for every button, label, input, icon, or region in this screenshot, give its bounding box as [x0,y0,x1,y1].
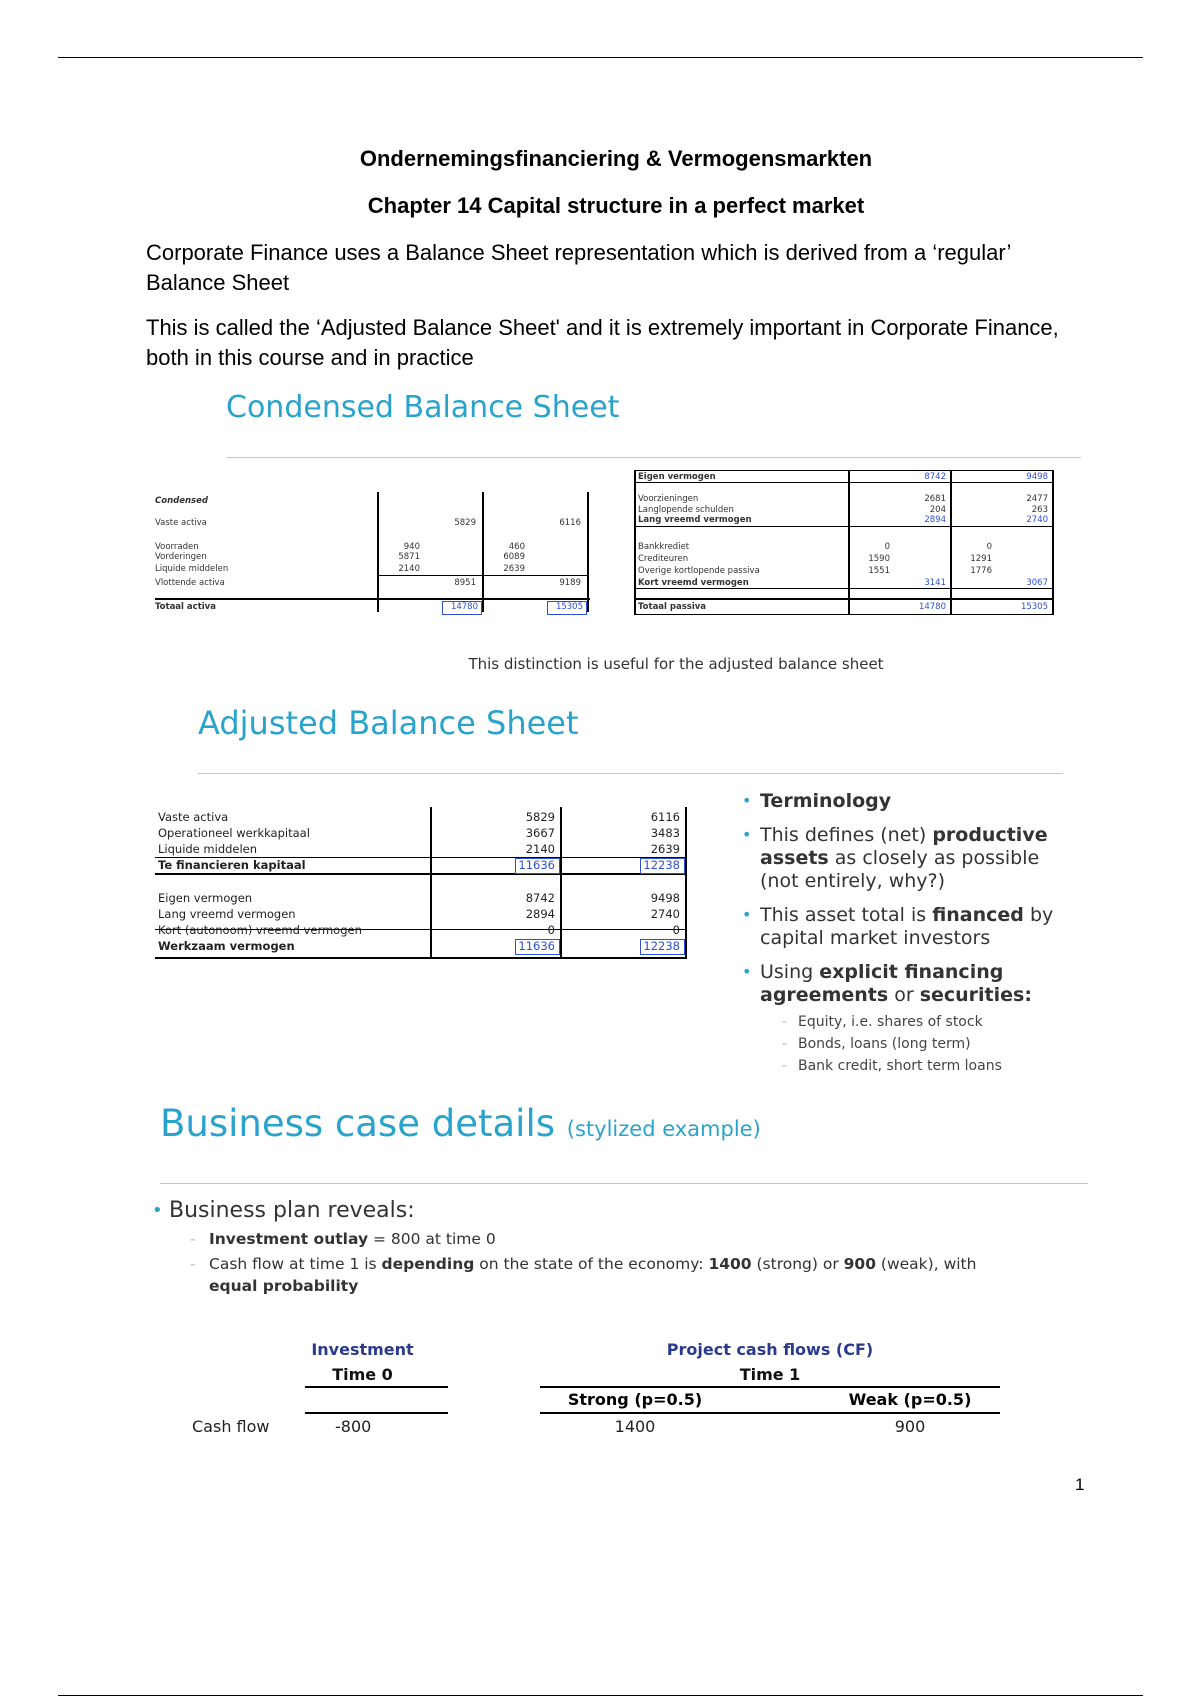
adjusted-slide-title: Adjusted Balance Sheet [198,704,579,742]
adjusted-slide-rule [198,773,1063,774]
business-slide-rule [160,1183,1088,1184]
cell: 0 [672,923,680,937]
cell: 8951 [454,578,476,588]
bullet-text: or [888,984,920,1006]
bullet-icon: • [742,825,752,844]
row-label: Langlopende schulden [638,505,734,515]
cell: 9498 [1026,472,1048,482]
row-label: Voorraden [155,542,199,552]
bullet-bold: financed [932,904,1024,926]
sub-bullet-text: on the state of the economy: [474,1255,709,1273]
row-label: Overige kortlopende passiva [638,566,760,576]
cell: 9189 [559,578,581,588]
business-bullets [152,1196,1082,1297]
cell: 5829 [454,518,476,528]
condensed-header: Condensed [155,496,208,506]
cell: 9498 [650,891,680,905]
total-cell: 11636 [518,858,555,872]
document-title: Ondernemingsfinanciering & Vermogensmarkten [359,146,873,171]
row-label: Voorzieningen [638,494,699,504]
intro-paragraph-1: Corporate Finance uses a Balance Sheet representation which is derived from a ‘regular’ Balance Sheet [146,240,1011,295]
cell: 460 [508,542,525,552]
condensed-slide-title: Condensed Balance Sheet [226,390,620,425]
bullet-text: Business plan reveals: [169,1198,415,1223]
cell: 0 [986,542,992,552]
business-sub-bullet-2 [152,1253,1009,1297]
sub-bullet-icon: - [190,1230,196,1248]
sub-bullet-bold: depending [381,1255,475,1273]
total-cell: 11636 [518,939,555,953]
row-label: Liquide middelen [158,842,258,856]
sub-bullet [742,1011,1082,1033]
sub-bullet-text: Equity, i.e. shares of stock [798,1014,983,1030]
row-label: Kort vreemd vermogen [638,578,749,588]
bullet-text: This defines (net) [760,824,933,846]
cell: 204 [929,505,946,515]
cell: 2740 [1026,515,1048,525]
cell: 6089 [503,552,525,562]
weak-header: Weak (p=0.5) [848,1390,972,1409]
sub-bullet-text: Cash flow at time 1 is [209,1255,382,1273]
bullet-text: by capital market investors [760,904,1054,949]
chapter-title: Chapter 14 Capital structure in a perfect market [367,193,865,218]
cell: 2894 [525,907,555,921]
sub-bullet-bold: equal probability [209,1277,359,1295]
row-label: Operationeel werkkapitaal [158,826,310,840]
business-sub-bullet-1 [152,1228,1082,1250]
total-label: Totaal activa [155,602,216,612]
bullet-text: Using [760,961,820,983]
cell: 3067 [1026,578,1048,588]
cell: 2894 [924,515,946,525]
business-title-text: Business case details [160,1102,556,1145]
total-label: Totaal passiva [638,602,707,612]
total-cell: 15305 [1020,602,1048,612]
bullet-financing-agreements [742,961,1082,1007]
total-label: Te financieren kapitaal [158,858,306,872]
row-label: Eigen vermogen [158,891,253,905]
total-cell: 14780 [918,602,946,612]
row-label: Vaste activa [155,518,207,528]
adjusted-bullets [742,790,1082,1077]
condensed-caption: This distinction is useful for the adjusted balance sheet [468,655,884,673]
investment-header: Investment [311,1340,414,1359]
sub-bullet-text: (strong) or [751,1255,844,1273]
bullet-icon: • [152,1200,163,1221]
sub-bullet-icon: - [782,1058,788,1074]
cell: 0 [884,542,890,552]
sub-bullet [742,1055,1082,1077]
business-bullet [152,1196,1082,1226]
strong-value: 1400 [614,1417,656,1436]
bullet-text: This asset total is [760,904,933,926]
weak-value: 900 [894,1417,926,1436]
strong-header: Strong (p=0.5) [567,1390,703,1409]
cell: 1291 [970,554,992,564]
time1-header: Time 1 [739,1365,801,1384]
bullet-icon: • [742,962,752,981]
sub-bullet-text: (weak), with [876,1255,977,1273]
time0-header: Time 0 [332,1365,393,1384]
condensed-slide-rule [226,457,1081,458]
row-label: Lang vreemd vermogen [638,515,752,525]
row-label: Lang vreemd vermogen [158,907,296,921]
sub-bullet-bold: 900 [843,1255,876,1273]
investment-value: -800 [335,1417,372,1436]
row-label: Eigen vermogen [638,472,716,482]
bullet-icon: • [742,791,752,810]
cell: 3141 [924,578,946,588]
cell: 8742 [924,472,946,482]
business-slide-title [160,1102,761,1145]
sub-bullet-text: Bank credit, short term loans [798,1058,1002,1074]
sub-bullet-icon: - [782,1036,788,1052]
row-label: Vaste activa [158,810,229,824]
cell: 1776 [970,566,992,576]
cell: 5829 [525,810,555,824]
total-cell: 15305 [555,602,583,612]
adjusted-balance-sheet [155,805,695,957]
bullet-terminology [742,790,1082,813]
cell: 3483 [650,826,680,840]
bullet-icon: • [742,905,752,924]
total-cell: 12238 [643,939,680,953]
row-label: Crediteuren [638,554,689,564]
cash-flow-label: Cash flow [192,1417,270,1436]
total-cell: 12238 [643,858,680,872]
row-label: Kort (autonoom) vreemd vermogen [158,923,362,937]
cell: 3667 [525,826,555,840]
cell: 2477 [1026,494,1048,504]
cell: 2740 [650,907,680,921]
row-label: Vlottende activa [155,578,225,588]
cell: 2639 [503,564,525,574]
cell: 2140 [525,842,555,856]
condensed-balance-sheet [150,470,1090,620]
cell: 5871 [398,552,420,562]
cell: 263 [1031,505,1048,515]
bullet-productive [742,824,1082,893]
cell: 1590 [868,554,890,564]
cell: 6116 [559,518,581,528]
row-label: Bankkrediet [638,542,690,552]
sub-bullet-icon: - [190,1255,196,1273]
total-cell: 14780 [450,602,478,612]
business-title-suffix: (stylized example) [566,1117,761,1141]
sub-bullet [742,1033,1082,1055]
sub-bullet-bold: 1400 [708,1255,752,1273]
cell: 2681 [924,494,946,504]
sub-bullet-bold: Investment outlay [209,1230,369,1248]
bullet-text: as closely as possible (not entirely, why?) [760,847,1040,892]
bullet-bold: productive assets [760,824,1048,869]
bullet-bold: securities: [919,984,1032,1006]
top-rule [58,57,1143,58]
sub-bullet-text: = 800 at time 0 [368,1230,496,1248]
bullet-financed [742,904,1082,950]
bottom-rule [58,1695,1143,1696]
cell: 2140 [398,564,420,574]
cell: 2639 [650,842,680,856]
cell: 940 [403,542,420,552]
row-label: Liquide middelen [155,564,229,574]
bullet-bold: explicit financing agreements [760,961,1004,1006]
sub-bullet-icon: - [782,1014,788,1030]
bullet-text: Terminology [760,790,892,812]
intro-paragraph-2: This is called the ‘Adjusted Balance Sheet' and it is extremely important in Corporate Finance, both in this course and in practice [146,315,1059,370]
cell: 0 [547,923,555,937]
page-number: 1 [1075,1475,1085,1494]
total-label: Werkzaam vermogen [158,939,295,953]
project-cf-header: Project cash flows (CF) [666,1340,874,1359]
cell: 6116 [650,810,680,824]
cell: 8742 [525,891,555,905]
row-label: Vorderingen [155,552,207,562]
sub-bullet-text: Bonds, loans (long term) [798,1036,971,1052]
cell: 1551 [868,566,890,576]
